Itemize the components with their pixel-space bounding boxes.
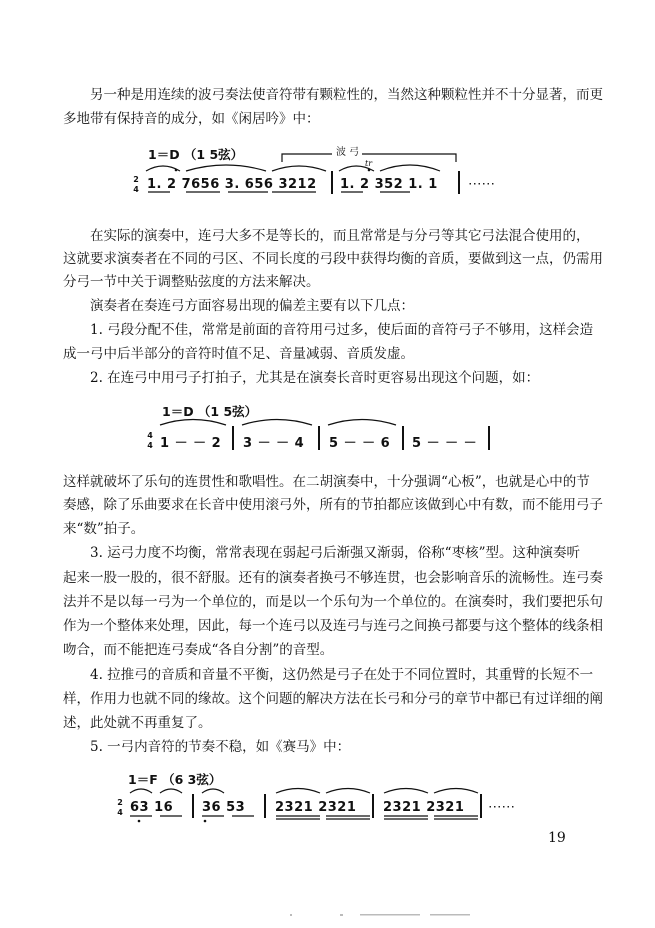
list-item-line: 样，作用力也就不同的缘故。这个问题的解决方法在长弓和分弓的章节中都已有过详细的阐 (63, 691, 603, 707)
slur-mark (326, 789, 370, 794)
slur-mark (130, 789, 152, 793)
measure: 1. 2 352 1. 1 (340, 177, 438, 192)
key-signature: 1＝F （6 3弦） (128, 772, 222, 787)
paragraph-line: 奏感，除了乐曲要求在长音中使用滚弓外，所有的节拍都应该做到心中有数，而不能用弓子 (63, 497, 603, 513)
octave-dot (138, 820, 141, 823)
paragraph-line: 这就要求演奏者在不同的弓区、不同长度的弓段中获得均衡的音质，要做到这一点，仍需用 (63, 251, 603, 267)
measure: 2321 2321 (275, 800, 357, 815)
continuation-ellipsis: ⋯⋯ (468, 176, 495, 192)
time-sig-top: 2 (133, 175, 139, 184)
slur-mark (272, 166, 326, 171)
slur-mark (328, 420, 396, 426)
list-item-line: 1. 弓段分配不佳，常常是前面的音符用弓过多，使后面的音符弓子不够用，这样会造 (90, 322, 594, 338)
octave-dot (204, 820, 207, 823)
slur-mark (276, 789, 320, 794)
measure: 5 － － － (412, 436, 478, 451)
time-sig-bottom: 4 (117, 808, 123, 817)
time-sig-top: 2 (117, 798, 123, 807)
slur-mark (202, 789, 224, 793)
slur-mark (434, 789, 478, 794)
slur-mark (160, 789, 182, 793)
octave-dot (368, 169, 371, 172)
paragraph-line: 来“数”拍子。 (63, 521, 145, 537)
measure: 63 16 (130, 800, 174, 815)
list-item-line: 法并不是以每一弓为一个单位的，而是以一个乐句为一个单位的。在演奏时，我们要把乐句 (63, 594, 603, 610)
key-signature: 1＝D （1 5弦） (162, 404, 258, 419)
slur-mark (380, 165, 440, 171)
trill-mark: tr (365, 159, 373, 168)
measure: 1. 2 7656 3. 656 3212 (147, 177, 317, 192)
measure: 3 － － 4 (243, 436, 305, 451)
measure: 36 53 (202, 800, 246, 815)
slur-mark (242, 420, 312, 426)
bracket-label: 波 弓 (336, 147, 360, 158)
bracket-mark (282, 154, 332, 162)
bracket-mark (362, 154, 456, 162)
octave-dot (175, 169, 178, 172)
measure: 2321 2321 (383, 800, 465, 815)
time-sig-top: 4 (147, 431, 153, 440)
continuation-ellipsis: ⋯⋯ (488, 799, 515, 815)
measure: 5 － － 6 (329, 436, 391, 451)
measure: 1 － － 2 (160, 436, 222, 451)
list-item-line: 4. 拉推弓的音质和音量不平衡，这仍然是弓子在处于不同位置时，其重臂的长短不一 (90, 667, 594, 683)
paragraph-line: 分弓一节中关于调整贴弦度的方法来解决。 (63, 274, 320, 290)
slur-mark (384, 789, 428, 794)
paragraph-line: 这样就破坏了乐句的连贯性和歌唱性。在二胡演奏中，十分强调“心板”，也就是心中的节 (63, 474, 590, 490)
list-item-line: 起来一股一股的，很不舒服。还有的演奏者换弓不够连贯，也会影响音乐的流畅性。连弓奏 (63, 570, 603, 586)
paragraph-line: 多地带有保持音的成分，如《闲居吟》中： (63, 111, 320, 127)
time-sig-bottom: 4 (147, 441, 153, 450)
list-item-line: 述，此处就不再重复了。 (63, 715, 212, 731)
page-number: 19 (548, 830, 566, 846)
list-item-line: 吻合，而不能把连弓奏成“各自分割”的音型。 (63, 642, 334, 658)
list-item-line: 5. 一弓内音符的节奏不稳，如《赛马》中： (90, 739, 351, 755)
paragraph-line: 演奏者在奏连弓方面容易出现的偏差主要有以下几点： (90, 298, 414, 314)
time-sig-bottom: 4 (133, 185, 139, 194)
slur-mark (160, 420, 226, 426)
list-item-line: 成一弓中后半部分的音符时值不足、音量减弱、音质发虚。 (63, 346, 414, 362)
paragraph-line: 在实际的演奏中，连弓大多不是等长的，而且常常是与分弓等其它弓法混合使用的， (90, 228, 590, 244)
list-item-line: 3. 运弓力度不均衡，常常表现在弱起弓后渐强又渐弱，俗称“枣核”型。这种演奏听 (90, 545, 580, 561)
paragraph-line: 另一种是用连续的波弓奏法使音符带有颗粒性的，当然这种颗粒性并不十分显著，而更 (90, 87, 603, 103)
slur-mark (186, 165, 266, 171)
list-item-line: 作为一个整体来处理，因此，每一个连弓以及连弓与连弓之间换弓都要与这个整体的线条相 (63, 618, 603, 634)
list-item-line: 2. 在连弓中用弓子打拍子，尤其是在演奏长音时更容易出现这个问题，如： (90, 370, 540, 386)
key-signature: 1＝D （1 5弦） (148, 147, 244, 162)
